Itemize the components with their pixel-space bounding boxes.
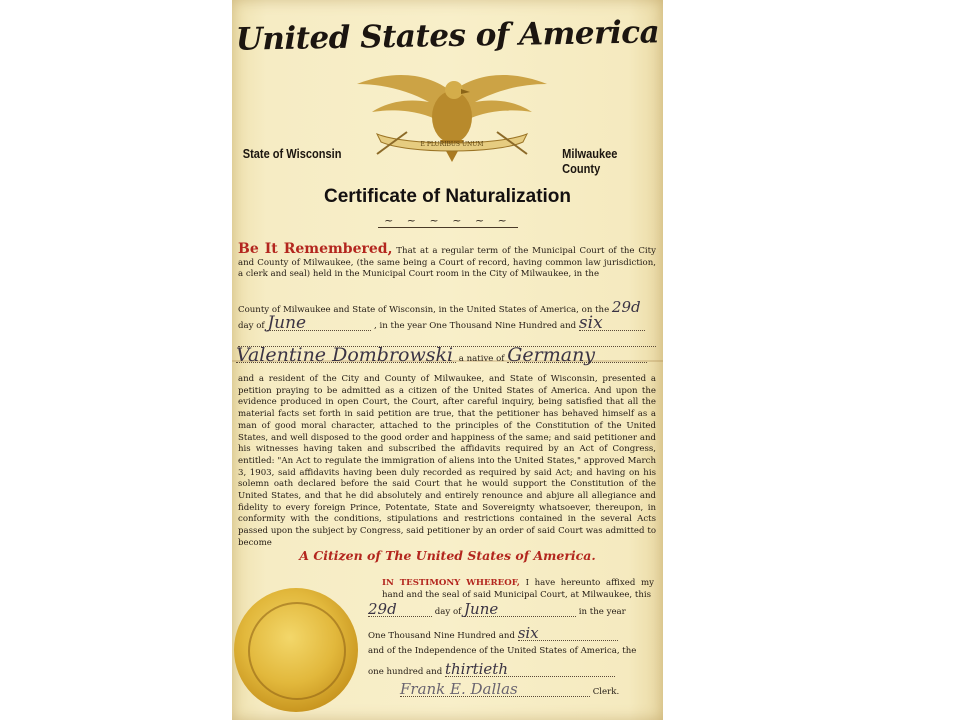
naturalization-certificate [232, 0, 663, 720]
testimony-date-line [368, 600, 658, 619]
clerk-signature: Frank E. Dallas [400, 684, 590, 697]
county-line-text: County of Milwaukee and State of Wisconsin, in the United States of America, on the [238, 305, 610, 315]
testimony-day: 29d [368, 604, 432, 617]
opening-paragraph [238, 241, 656, 281]
gold-seal [234, 588, 358, 712]
testimony-heading: IN TESTIMONY WHEREOF, [382, 578, 520, 588]
day-of-label: day of [238, 321, 265, 331]
native-of-label: a native of [458, 354, 505, 364]
main-title: United States of America [235, 14, 660, 58]
month-value: June [267, 318, 371, 331]
petitioner-line [236, 344, 656, 366]
motto-banner-text: E PLURIBUS UNUM [420, 141, 484, 148]
independence-value: thirtieth [445, 664, 615, 677]
petition-paragraph: and a resident of the City and County of Milwaukee, and State of Wisconsin, presented a petition praying to be admitted as a citizen of the United States of America. And upon the evidence produced in open Court, the Court, after careful inquiry, being satisfied that all the material facts set forth in said petition are true, that the petitioner has behaved himself as a man of good moral character, attached to the principles of the Constitution of the United States, and well disposed to the good order and happiness of the same; and said petitioner and his witnesses having taken and subscribed the affidavits required by an Act of Congress, entitled: "An Act to regulate the immigration of aliens into the United States," approved March 3, 1903, said affidavits having been duly recorded as required by said Act; and having on his solemn oath declared before the said Court that he would support the Constitution of the United States, and that he did absolutely and entirely renounce and abjure all allegiance and fidelity to every foreign Prince, Potentate, State and Sovereignty whatsoever, thereupon, in conformity with the conditions, stipulations and restrictions contained in the several Acts passed upon the subject by Congress, said petitioner by an order of said Court was admitted to become [238, 374, 656, 548]
seal-ring [248, 602, 346, 700]
testimony-day-of: day of [434, 607, 462, 617]
clerk-line [400, 680, 650, 699]
one-thousand-label: One Thousand Nine Hundred and [368, 631, 515, 641]
one-hundred-and-label: one hundred and [368, 667, 443, 677]
testimony-year: six [518, 628, 618, 641]
testimony-month: June [464, 604, 576, 617]
date-line [238, 313, 656, 333]
testimony-paragraph [382, 578, 654, 601]
testimony-year-line [368, 624, 658, 643]
state-label: State of Wisconsin [242, 146, 342, 161]
remembered-heading: Be It Remembered, [238, 241, 393, 257]
opening-text: That at a regular term of the Municipal Court of the City and County of Milwaukee, (the same being a Court of record, having common law jurisdiction, a clerk and seal) held in the Municipal Court room in the City of Milwaukee, in the [238, 246, 656, 280]
clerk-label: Clerk. [592, 687, 620, 697]
year-value: six [579, 318, 645, 331]
in-the-year: in the year [578, 607, 626, 617]
independence-line: and of the Independence of the United States of America, the [368, 646, 637, 656]
title-ornament: ~ ~ ~ ~ ~ ~ [378, 214, 518, 228]
citizen-heading: A Citizen of The United States of America. [299, 548, 596, 563]
day-value: 29d [611, 298, 641, 316]
country-value: Germany [507, 350, 647, 363]
testimony-text-2: hand and the seal of said Municipal Court, at Milwaukee, this [382, 589, 652, 600]
county-label: Milwaukee County [562, 146, 618, 176]
petitioner-name: Valentine Dombrowski [236, 350, 456, 363]
year-text: , in the year One Thousand Nine Hundred and [374, 321, 577, 331]
testimony-text-1: I have hereunto affixed my [525, 578, 654, 588]
eagle-emblem [337, 62, 567, 172]
independence-year-line [368, 660, 658, 679]
certificate-title: Certificate of Naturalization [323, 186, 572, 207]
